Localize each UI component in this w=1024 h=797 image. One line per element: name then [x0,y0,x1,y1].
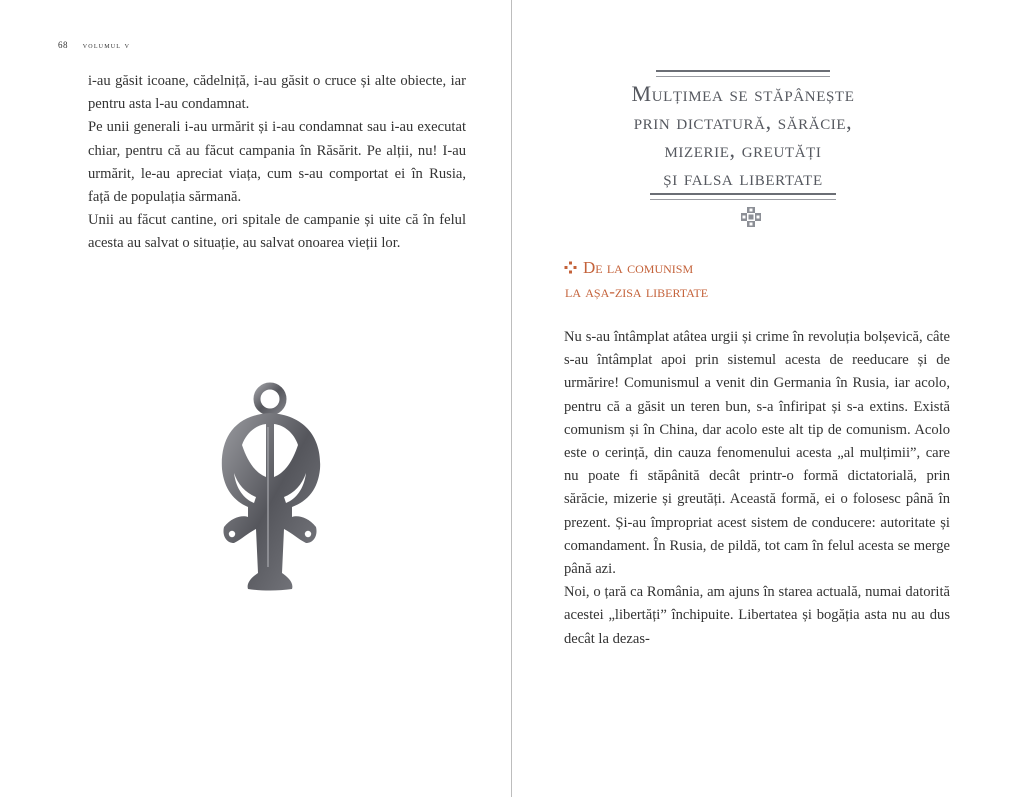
section-subheading [564,256,884,304]
left-body-text [88,70,466,256]
running-head [58,40,130,50]
chapter-rule-bottom [650,193,836,200]
page-number: 68 [58,40,68,50]
right-body-text [564,326,950,651]
paragraph: Noi, o țară ca România, am ajuns în starea actuală, numai datorită acestei „libertăți” închipuite. Libertatea și bogăția asta nu au dus decât la dezas- [564,584,950,647]
right-page [512,0,1024,797]
paragraph: Nu s-au întâmplat atâtea urgii și crime în revoluția bolșevică, câte s-au întâmplat apoi prin sistemul acesta de reeducare și de urmărire! Comunismul a venit din Germania în Rusia, iar acolo, pentru că a găsit un teren bun, s-a înfiripat și s-a extins. Există comunism și în China, dar acolo este alt tip de comunism. Acolo este o cerință, din cauza fenomenului acesta „al mulțimii”, care nu poate fi stăpânită decât printr-o formă dictatorială, prin sărăcie, mizerie și greutăți. Această formă, ei o folosesc până în prezent. Și-au împropriat acest sistem de conducere: autoritate și comandament. În Rusia, de pildă, tot cam în felul acesta se merge până azi. [564,329,950,578]
chapter-title-line: prin dictatură, sărăcie, [633,109,853,134]
subheading-line: la așa-zisa libertate [565,282,709,301]
paragraph: Unii au făcut cantine, ori spitale de campanie și uite că în felul acesta au salvat o situație, au salvat onoarea vieții lor. [88,212,466,252]
chapter-title-line: Mulțimea se stăpânește [631,81,855,106]
subheading-line: De la comunism [583,258,694,277]
chapter-title-line: mizerie, greutăți [664,137,822,162]
diamond-bullet-icon [564,261,577,274]
chapter-title-line: și falsa libertate [663,165,823,190]
running-title: volumul v [82,40,131,50]
chapter-title [576,80,910,192]
left-page [0,0,511,797]
paragraph: i-au găsit icoane, cădelniță, i-au găsit o cruce și alte obiecte, iar pentru asta l-au condamnat. [88,73,466,113]
chapter-rule-top [656,70,830,77]
paragraph: Pe unii generali i-au urmărit și i-au condamnat sau i-au executat chiar, pentru că au făcut campania în Răsărit. Pe alții, nu! I-au urmărit, le-au apreciat viața, cum s-au comportat ei în Rusia, față de populația sărmană. [88,119,466,206]
cross-ornament-icon [740,206,762,228]
pendant-cross-icon [212,377,332,599]
